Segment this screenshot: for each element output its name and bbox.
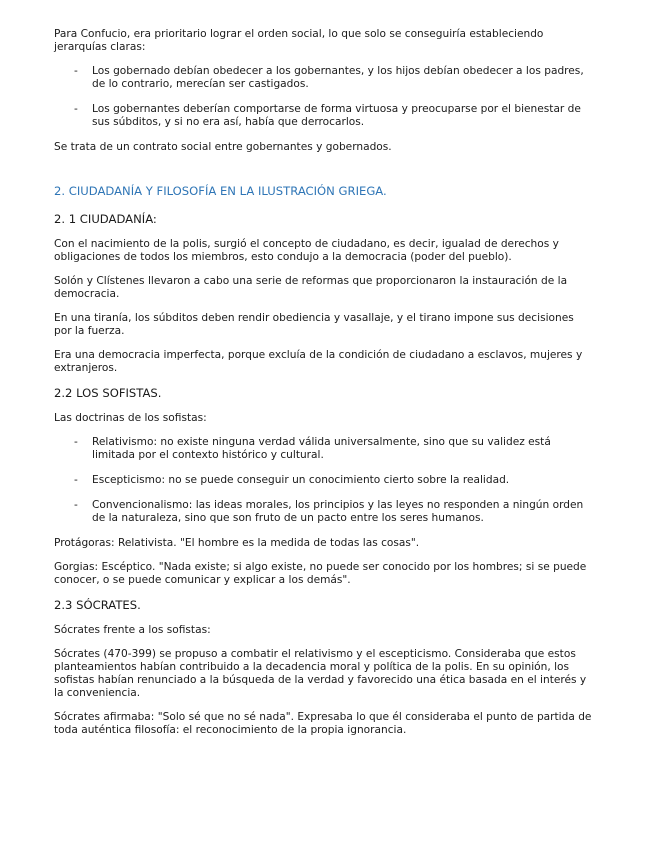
list-item-text: Convencionalismo: las ideas morales, los principios y las leyes no responden a ningún orden de la naturaleza, sino que son fruto de un pacto entre los seres humanos. bbox=[92, 499, 584, 524]
paragraph: Gorgias: Escéptico. "Nada existe; si algo existe, no puede ser conocido por los hombres; si se puede conocer, o se puede comunicar y explicar a los demás". bbox=[54, 561, 587, 586]
list-item bbox=[54, 103, 594, 129]
dash-bullet: - bbox=[74, 436, 78, 448]
list-item-text: Los gobernantes deberían comportarse de forma virtuosa y preocuparse por el bienestar de sus súbditos, y si no era así, había que derrocarlos. bbox=[92, 103, 581, 128]
subsection-heading-socrates: 2.3 SÓCRATES. bbox=[54, 598, 141, 612]
paragraph: Las doctrinas de los sofistas: bbox=[54, 412, 207, 424]
document-page bbox=[54, 28, 594, 748]
dash-bullet: - bbox=[74, 65, 78, 77]
paragraph: Solón y Clístenes llevaron a cabo una serie de reformas que proporcionaron la instauración de la democracia. bbox=[54, 275, 568, 300]
confucio-list bbox=[54, 65, 594, 129]
section-heading: 2. CIUDADANÍA Y FILOSOFÍA EN LA ILUSTRACIÓN GRIEGA. bbox=[54, 184, 387, 198]
paragraph: Sócrates frente a los sofistas: bbox=[54, 624, 211, 636]
paragraph: Sócrates afirmaba: "Solo sé que no sé nada". Expresaba lo que él consideraba el punto de partida de toda auténtica filosofía: el reconocimiento de la propia ignorancia. bbox=[54, 711, 592, 736]
list-item bbox=[54, 436, 594, 462]
paragraph: Protágoras: Relativista. "El hombre es la medida de todas las cosas". bbox=[54, 537, 420, 549]
paragraph: Era una democracia imperfecta, porque excluía de la condición de ciudadano a esclavos, mujeres y extranjeros. bbox=[54, 349, 583, 374]
paragraph: Sócrates (470-399) se propuso a combatir el relativismo y el escepticismo. Consideraba que estos planteamientos habían contribuido a la decadencia moral y política de la polis. En su opinión, los sofistas habían renunciado a la búsqueda de la verdad y favorecido una ética basada en el interés y la conveniencia. bbox=[54, 648, 587, 699]
list-item bbox=[54, 65, 594, 91]
list-item bbox=[54, 499, 594, 525]
list-item bbox=[54, 474, 594, 487]
dash-bullet: - bbox=[74, 499, 78, 511]
subsection-heading-sofistas: 2.2 LOS SOFISTAS. bbox=[54, 386, 162, 400]
paragraph: Con el nacimiento de la polis, surgió el concepto de ciudadano, es decir, igualad de derechos y obligaciones de todos los miembros, esto condujo a la democracia (poder del pueblo). bbox=[54, 238, 559, 263]
dash-bullet: - bbox=[74, 474, 78, 486]
intro-paragraph: Para Confucio, era prioritario lograr el orden social, lo que solo se conseguiría estableciendo jerarquías claras: bbox=[54, 28, 544, 53]
dash-bullet: - bbox=[74, 103, 78, 115]
subsection-heading-ciudadania: 2. 1 CIUDADANÍA: bbox=[54, 212, 157, 226]
list-item-text: Los gobernado debían obedecer a los gobernantes, y los hijos debían obedecer a los padres, de lo contrario, merecían ser castigados. bbox=[92, 65, 584, 90]
list-item-text: Escepticismo: no se puede conseguir un conocimiento cierto sobre la realidad. bbox=[92, 474, 510, 486]
intro-closing-paragraph: Se trata de un contrato social entre gobernantes y gobernados. bbox=[54, 141, 392, 153]
list-item-text: Relativismo: no existe ninguna verdad válida universalmente, sino que su validez está limitada por el contexto histórico y cultural. bbox=[92, 436, 551, 461]
paragraph: En una tiranía, los súbditos deben rendir obediencia y vasallaje, y el tirano impone sus decisiones por la fuerza. bbox=[54, 312, 574, 337]
sofistas-list bbox=[54, 436, 594, 525]
